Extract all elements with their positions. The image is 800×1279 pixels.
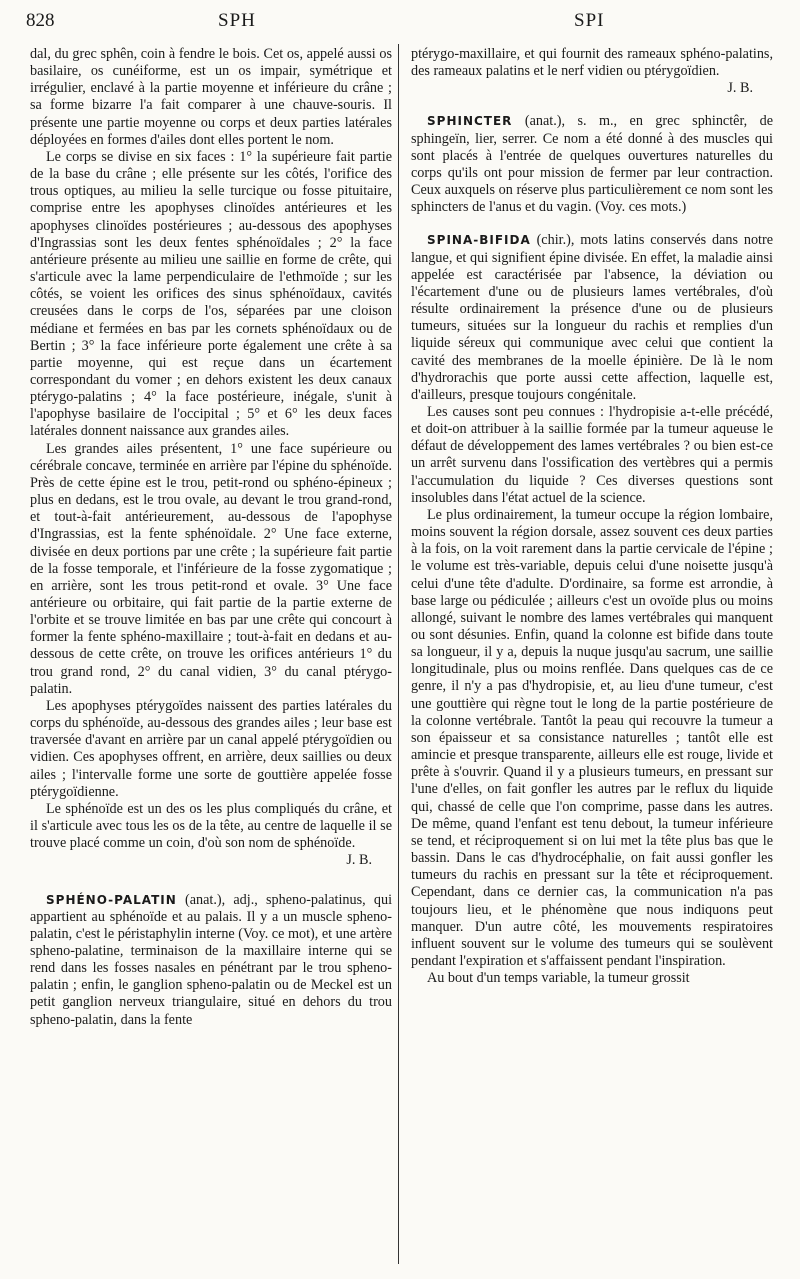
page-header (26, 10, 776, 38)
dictionary-entry (411, 232, 773, 404)
entry-headword: SPHÉNO-PALATIN (46, 892, 177, 907)
left-running-head: SPH (218, 10, 256, 31)
entry-text: (anat.), s. m., en grec sphinctêr, de sphingeïn, lier, serrer. Ce nom a été donné à des muscles qui sont placés à l'entrée de quelques ouvertures naturelles du corps qu'ils ont pour mission de fermer par leur contraction. Ceux auxquels on réserve plus particulièrement ce nom sont les sphincters de l'anus et du vagin. (Voy. ces mots.) (411, 113, 773, 216)
right-running-head: SPI (574, 10, 605, 31)
entry-gap (411, 97, 773, 113)
entry-text: (anat.), adj., spheno-palatinus, qui appartient au sphénoïde et au palais. Il y a un muscle spheno-palatin, c'est le péristaphylin interne (Voy. ce mot), et une artère spheno-palatine, terminaison de la maxillaire interne qui se rend dans les fosses nasales en pénétrant par le trou spheno-palatin ; enfin, le ganglion spheno-palatin ou de Meckel est un petit ganglion nerveux triangulaire, situé en dehors du trou spheno-palatin, dans la fente (30, 891, 393, 1028)
paragraph: Au bout d'un temps variable, la tumeur grossit (427, 970, 690, 987)
paragraph: Les causes sont peu connues : l'hydropisie a-t-elle précédé, et doit-on attribuer à la saillie formée par la tumeur aqueuse le défaut de développement des lames vertébrales ? ou bien est-ce un arrêt survenu dans l'ossification des vertèbres qui a permis l'accumulation du liquide ? Ces diverses questions sont insolubles dans l'état actuel de la science. (411, 403, 773, 506)
author-signature: J. B. (727, 80, 753, 97)
left-column (30, 46, 392, 1029)
entry-text: (chir.), mots latins conservés dans notre langue, et qui signifient épine divisée. En effet, la maladie ainsi appelée est caractérisée par l'absence, la déviation ou l'écartement d'une ou de plusieurs lames vertébrales, d'où résulte ordinairement la présence d'une ou de plusieurs tumeurs, situées sur la longueur du rachis et remplies d'un liquide séreux qui communique avec celui que contient la cavité des membranes de la moelle épinière. De là le nom d'hydrorachis que porte aussi cette affection, laquelle est, d'ailleurs, presque toujours congénitale. (411, 232, 773, 403)
entry-gap (411, 216, 773, 232)
paragraph: Le sphénoïde est un des os les plus compliqués du crâne, et il s'articule avec tous les os de la tête, au centre de laquelle il se trouve placé comme un coin, d'où son nom de sphénoïde. (30, 800, 392, 852)
dictionary-entry (30, 892, 392, 1029)
paragraph: Le plus ordinairement, la tumeur occupe la région lombaire, moins souvent la région dorsale, assez souvent ces deux parties à la fois, on la voit rarement dans la partie cervicale de l'épine ; le volume est très-variable, depuis celui d'une noisette jusqu'à celui d'une tête d'adulte. D'ordinaire, sa forme est arrondie, à base large ou pédiculée ; ailleurs c'est un ovoïde plus ou moins allongé, suivant le nombre des lames vertébrales qui manquent ou sont désunies. Enfin, quand la colonne est bifide dans toute sa longueur, il y a, depuis la nuque jusqu'au sacrum, une saillie longitudinale, plus ou moins renflée. Dans quelques cas de ce genre, il n'y a pas d'hydropisie, et, au lieu d'une tumeur, c'est une gouttière qui règne tout le long de la partie postérieure de la colonne vertébrale. Tantôt la peau qui recouvre la tumeur a son épaisseur et sa consistance naturelles ; tantôt elle est amincie et presque transparente, ailleurs elle est rouge, livide et prête à s'ouvrir. Quand il y a plusieurs tumeurs, en pressant sur l'une d'elles, on fait gonfler les autres par le reflux du liquide qui, chassé de celle que l'on comprime, passe dans les autres. De même, quand l'enfant est tenu debout, la tumeur inférieure se tend, et réciproquement si on lui met la tête plus bas que le bassin. Dans le cas d'hydrocéphalie, on fait aussi gonfler les tumeurs du rachis en pressant sur la tête et réciproquement. Cependant, dans ce dernier cas, la communication n'a pas toujours lieu, et le phénomène que nous indiquons peut manquer. D'un autre côté, les mouvements respiratoires influent souvent sur le volume des tumeurs qui se soulèvent pendant l'expiration et s'affaissent pendant l'inspiration. (411, 506, 773, 969)
author-signature: J. B. (346, 852, 372, 869)
page-number: 828 (26, 10, 55, 31)
right-column (411, 46, 773, 987)
paragraph: Les grandes ailes présentent, 1° une face supérieure ou cérébrale concave, terminée en arrière par l'épine du sphénoïde. Près de cette épine est le trou, petit-rond ou sphéno-épineux ; plus en dedans, est le trou ovale, au devant le trou grand-rond, et tout-à-fait antérieurement, au-dessous de l'apophyse d'Ingrassias, est la fente sphénoïdale. 2° Une face externe, divisée en deux portions par une crête ; la supérieure fait partie de la fosse temporale, et l'inférieure de la fosse zygomatique ; en arrière, sont les trous petit-rond et ovale. 3° Une face antérieure ou orbitaire, qui fait partie de la partie externe de l'orbite et se trouve limitée en bas par une crête qui concourt à former la fente sphéno-maxillaire ; tout-à-fait en dedans et au-dessous de cette crête, on trouve les orifices antérieurs 1° du trou grand rond, 2° du canal vidien, 3° du canal ptérygo-palatin. (30, 440, 392, 697)
paragraph: ptérygo-maxillaire, et qui fournit des rameaux sphéno-palatins, des rameaux palatins et le nerf vidien ou ptérygoïdien. (411, 46, 773, 80)
paragraph: dal, du grec sphên, coin à fendre le bois. Cet os, appelé aussi os basilaire, os cunéiforme, est un os impair, symétrique et irrégulier, enclavé à la partie moyenne et inférieure du crâne ; sa forme bizarre l'a fait comparer à une chauve-souris. Il présente une partie moyenne ou corps et deux parties latérales déployées en formes d'ailes dont elles portent le nom. (30, 46, 392, 148)
dictionary-entry (411, 113, 773, 216)
entry-headword: SPHINCTER (427, 114, 513, 129)
column-divider (398, 44, 399, 1264)
paragraph: Le corps se divise en six faces : 1° la supérieure fait partie de la base du crâne ; elle présente sur les côtés, l'orifice des trous optiques, au milieu la selle turcique ou fosse pituitaire, comprise entre les apophyses clinoïdes antérieures et les apophyses clinoïdes postérieures ; au-dessous des apophyses d'Ingrassias sont les deux fentes sphénoïdales ; 2° la face antérieure présente au milieu une saillie en forme de crête, qui s'articule avec la lame perpendiculaire de l'ethmoïde ; sur les côtés, se voient les orifices des sinus sphénoïdaux, cavités creusées dans le corps de l'os, séparées par une cloison médiane et fermées en bas par les cornets sphénoïdaux ou de Bertin ; 3° la face inférieure porte également une crête à sa partie moyenne, qui est reçue dans un écartement correspondant du vomer ; en dehors existent les deux canaux ptérygo-palatins ; 4° la face postérieure, inégale, s'unit à l'apophyse basilaire de l'occipital ; 5° et 6° les deux faces latérales donnent naissance aux grandes ailes. (30, 148, 392, 440)
entry-headword: SPINA-BIFIDA (427, 233, 531, 248)
entry-gap (30, 870, 392, 892)
paragraph: Les apophyses ptérygoïdes naissent des parties latérales du corps du sphénoïde, au-dessous des grandes ailes ; leur base est traversée d'avant en arrière par un canal appelé ptérygoïdien ou vidien. Ces apophyses offrent, en arrière, deux saillies ou deux ailes ; l'intervalle forme une sorte de gouttière appelée fosse ptérygoïdienne. (30, 697, 392, 800)
